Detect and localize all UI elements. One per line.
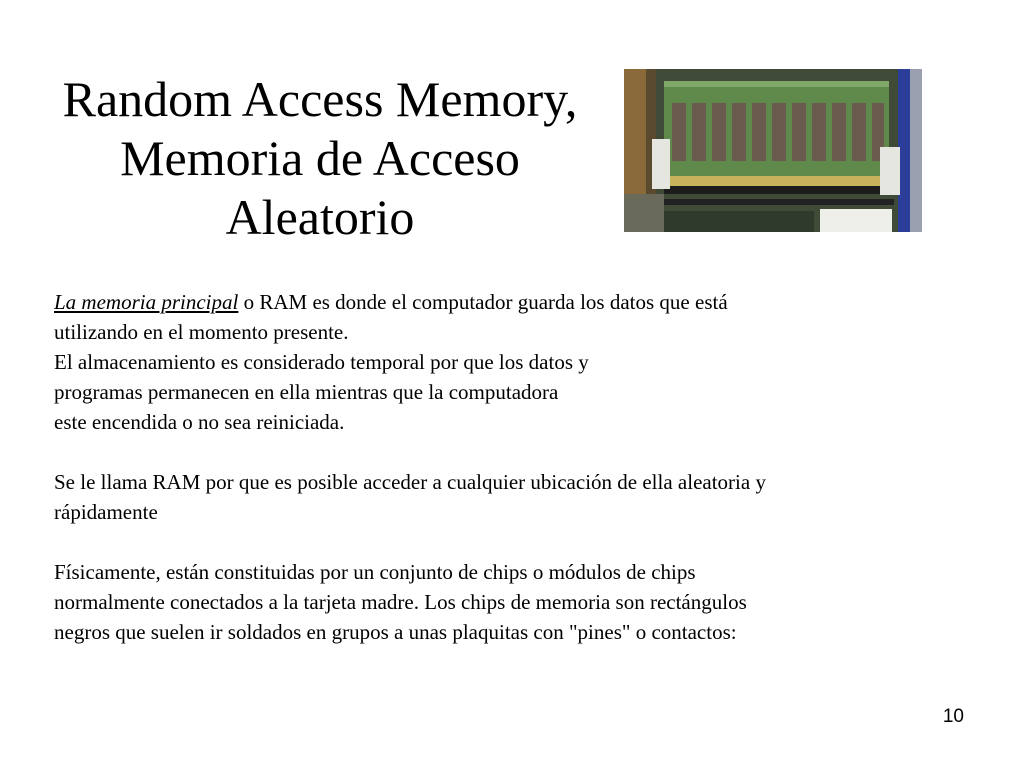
text-line: negros que suelen ir soldados en grupos a unas plaquitas con "pines" o contactos:: [54, 620, 737, 644]
title-line: Memoria de Acceso: [120, 130, 520, 186]
power-connector: [820, 209, 892, 232]
slot-clip-right: [880, 147, 900, 195]
paragraph-ram-name: [54, 467, 954, 527]
title-line: Random Access Memory,: [62, 71, 578, 127]
gold-contacts: [668, 176, 886, 186]
text-line: utilizando en el momento presente.: [54, 320, 349, 344]
memory-chips: [672, 103, 884, 161]
text-line: rápidamente: [54, 500, 158, 524]
text-segment: o RAM es donde el computador guarda los datos que está: [238, 290, 728, 314]
text-line: este encendida o no sea reiniciada.: [54, 410, 345, 434]
slide-title: [40, 70, 600, 247]
slot-clip-left: [652, 139, 670, 189]
ram-module-photo: [624, 69, 922, 232]
paragraph-ram-definition: [54, 287, 954, 437]
text-line: programas permanecen en ella mientras que la computadora: [54, 380, 559, 404]
text-line: Se le llama RAM por que es posible acceder a cualquier ubicación de ella aleatoria y: [54, 470, 766, 494]
paragraph-physical-description: [54, 557, 954, 647]
slide-body: [54, 287, 954, 647]
memoria-principal-term: La memoria principal: [54, 290, 239, 314]
text-line: El almacenamiento es considerado temporal por que los datos y: [54, 350, 589, 374]
text-line: Físicamente, están constituidas por un conjunto de chips o módulos de chips: [54, 560, 696, 584]
text-line: [54, 287, 954, 317]
page-number: 10: [942, 706, 964, 727]
title-line: Aleatorio: [225, 189, 415, 245]
text-line: normalmente conectados a la tarjeta madre. Los chips de memoria son rectángulos: [54, 590, 747, 614]
